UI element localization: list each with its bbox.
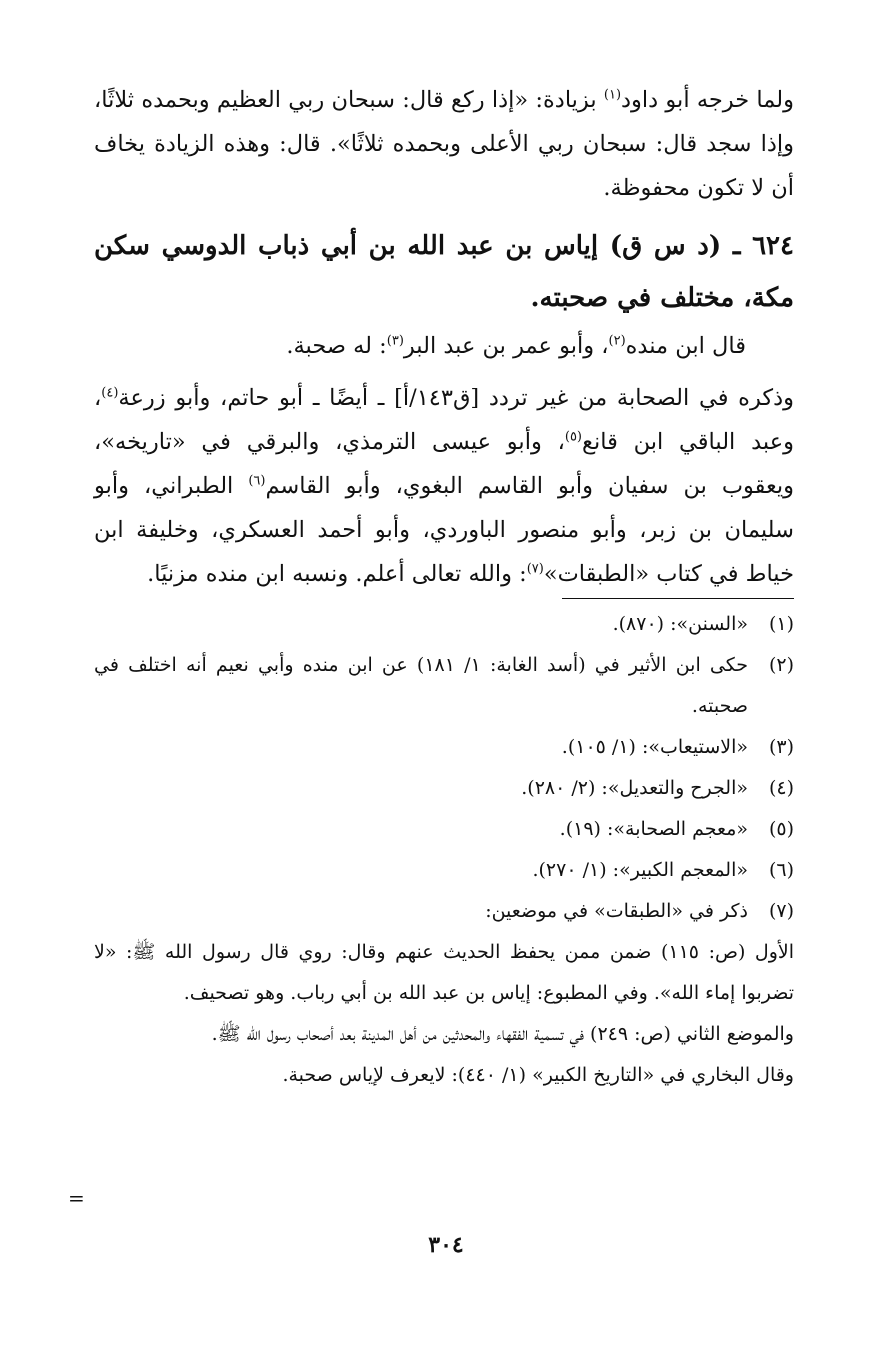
main-text bbox=[94, 78, 794, 596]
intro-rest: بزيادة: «إذا ركع قال: سبحان ربي العظيم وبحمده ثلاثًا، وإذا سجد قال: سبحان ربي الأعلى وبحمده ثلاثًا». قال: وهذه الزيادة يخاف أن لا تكون محفوظة. bbox=[94, 87, 794, 201]
footnote-number: (٦) bbox=[768, 859, 794, 881]
footnote-text: «المعجم الكبير»: (١/ ٢٧٠). bbox=[532, 859, 748, 881]
entry-heading: ٦٢٤ ـ (د س ق) إياس بن عبد الله بن أبي ذباب الدوسي سكن مكة، مختلف في صحبته. bbox=[94, 231, 794, 313]
p3-text-c: ، وأبو عيسى الترمذي، والبرقي في «تاريخه»، ويعقوب بن سفيان وأبو القاسم البغوي، وأبو القاسم bbox=[94, 429, 795, 499]
sahaba-paragraph bbox=[94, 324, 794, 368]
footnote-6 bbox=[94, 850, 794, 891]
intro-text: ولما خرجه أبو داود bbox=[621, 87, 794, 113]
footnote-text: «معجم الصحابة»: (١٩). bbox=[559, 818, 748, 840]
footnote-1 bbox=[94, 604, 794, 645]
footnote-number: (٥) bbox=[768, 818, 794, 840]
p2-text-c: : له صحبة. bbox=[286, 333, 387, 359]
footnote-ref-1[interactable]: (١) bbox=[603, 87, 622, 103]
footnote-3 bbox=[94, 727, 794, 768]
footnotes bbox=[94, 604, 794, 1096]
footnote-number: (٧) bbox=[768, 900, 794, 922]
p2-text-b: ، وأبو عمر بن عبد البر bbox=[403, 333, 609, 359]
footnote-number: (٣) bbox=[768, 736, 794, 758]
p3-text-e: : والله تعالى أعلم. ونسبه ابن منده مزنيًا. bbox=[147, 561, 527, 587]
footnote-text: «الاستيعاب»: (١/ ١٠٥). bbox=[561, 736, 748, 758]
footnote-2 bbox=[94, 645, 794, 727]
p2-text-a: قال ابن منده bbox=[625, 333, 746, 359]
footnote-7-second-place: والموضع الثاني (ص: ٢٤٩) في تسمية الفقهاء والمحدثين من أهل المدينة بعد أصحاب رسول الله ﷺ. bbox=[211, 1023, 794, 1045]
footnote-4 bbox=[94, 768, 794, 809]
footnote-ref-3[interactable]: (٣) bbox=[386, 333, 404, 349]
p3-text-b: ، وعبد الباقي ابن قانع bbox=[94, 385, 794, 455]
footnote-7 bbox=[94, 891, 794, 932]
footnote-ref-4[interactable]: (٤) bbox=[101, 385, 119, 401]
footnote-number: (٤) bbox=[768, 777, 794, 799]
footnote-7-bukhari: وقال البخاري في «التاريخ الكبير» (١/ ٤٤٠): لايعرف لإياس صحبة. bbox=[282, 1064, 794, 1086]
footnote-text: «السنن»: (٨٧٠). bbox=[612, 613, 748, 635]
p3-text-d: الطبراني، وأبو سليمان بن زبر، وأبو منصور الباوردي، وأبو أحمد العسكري، وخليفة ابن خياط في كتاب «الطبقات» bbox=[94, 473, 794, 587]
footnote-ref-6[interactable]: (٦) bbox=[248, 473, 266, 489]
footnote-text: ذكر في «الطبقات» في موضعين: bbox=[485, 900, 748, 922]
footnote-ref-7[interactable]: (٧) bbox=[526, 561, 544, 577]
footnote-divider bbox=[562, 598, 794, 599]
p3-text-a: وذكره في الصحابة من غير تردد [ق١٤٣/أ] ـ أيضًا ـ أبو حاتم، وأبو زرعة bbox=[118, 385, 794, 411]
footnote-text: «الجرح والتعديل»: (٢/ ٢٨٠). bbox=[521, 777, 748, 799]
footnote-ref-5[interactable]: (٥) bbox=[564, 429, 582, 445]
page-number: ٣٠٤ bbox=[428, 1232, 464, 1258]
mentions-paragraph bbox=[94, 376, 794, 596]
footnote-number: (١) bbox=[768, 613, 794, 635]
footnote-text: حكى ابن الأثير في (أسد الغابة: ١/ ١٨١) عن ابن منده وأبي نعيم أنه اختلف في صحبته. bbox=[94, 654, 748, 717]
footnote-ref-2[interactable]: (٢) bbox=[608, 333, 626, 349]
continuation-mark: = bbox=[68, 1186, 85, 1210]
footnote-5 bbox=[94, 809, 794, 850]
footnote-7-first-place: الأول (ص: ١١٥) ضمن ممن يحفظ الحديث عنهم وقال: روي قال رسول الله ﷺ: «لا تضربوا إماء الله». وفي المطبوع: إياس بن عبد الله بن أبي رباب. وهو تصحيف. bbox=[94, 941, 794, 1004]
footnote-number: (٢) bbox=[768, 654, 794, 676]
intro-paragraph bbox=[94, 78, 794, 210]
